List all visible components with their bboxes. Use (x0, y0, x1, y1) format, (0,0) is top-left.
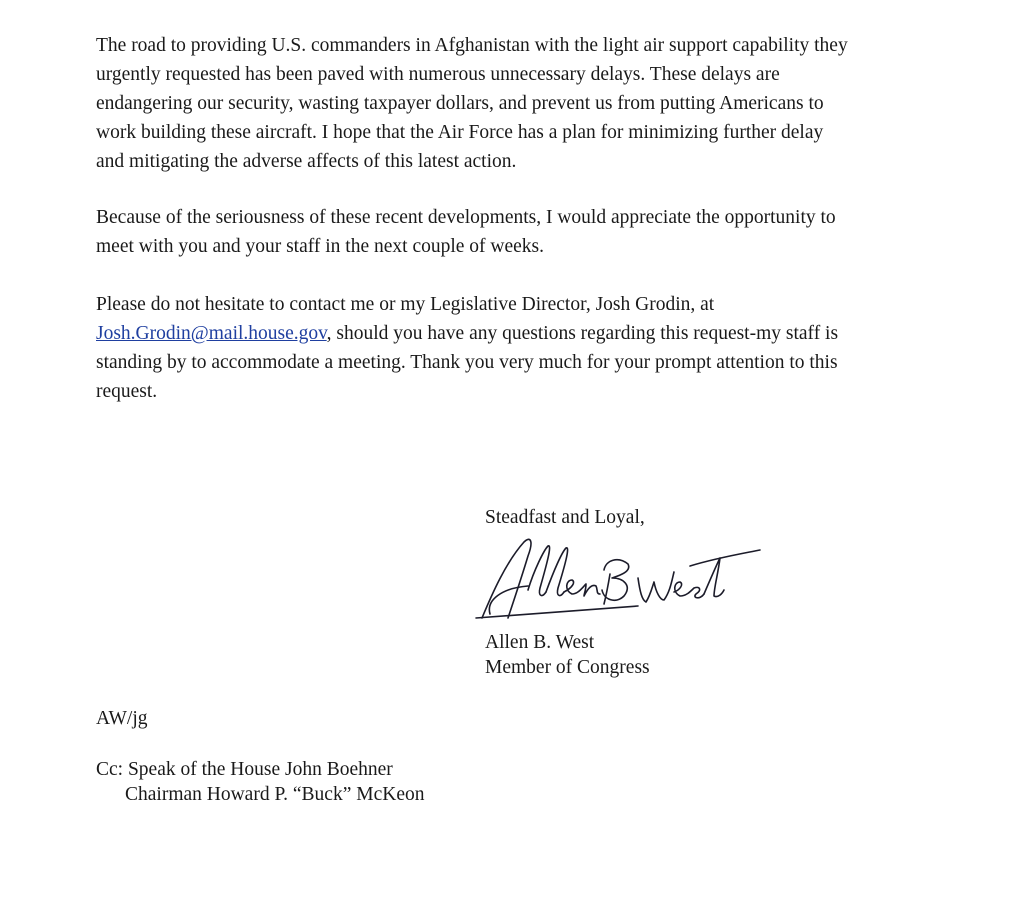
paragraph-line: work building these aircraft. I hope that the Air Force has a plan for minimizing further delay (96, 122, 824, 143)
closing-salutation: Steadfast and Loyal, (485, 507, 645, 528)
email-link[interactable]: Josh.Grodin@mail.house.gov (96, 323, 327, 344)
paragraph-delays (96, 31, 936, 176)
cc-line: Chairman Howard P. “Buck” McKeon (125, 784, 425, 805)
signer-name: Allen B. West (485, 632, 595, 653)
paragraph-line: Please do not hesitate to contact me or my Legislative Director, Josh Grodin, at (96, 294, 715, 315)
paragraph-line: meet with you and your staff in the next couple of weeks. (96, 236, 545, 257)
paragraph-line: standing by to accommodate a meeting. Thank you very much for your prompt attention to this (96, 352, 838, 373)
cc-line: Cc: Speak of the House John Boehner (96, 759, 393, 780)
signer-title: Member of Congress (485, 657, 650, 678)
paragraph-line: Because of the seriousness of these recent developments, I would appreciate the opportunity to (96, 207, 836, 228)
paragraph-line (96, 319, 936, 348)
handwritten-signature (468, 530, 768, 630)
paragraph-line: request. (96, 381, 158, 402)
paragraph-line: urgently requested has been paved with numerous unnecessary delays. These delays are (96, 64, 780, 85)
paragraph-line-text: , should you have any questions regarding this request-my staff is (326, 323, 839, 344)
paragraph-line: and mitigating the adverse affects of this latest action. (96, 151, 517, 172)
paragraph-line: endangering our security, wasting taxpayer dollars, and prevent us from putting Americans to (96, 93, 824, 114)
reference-initials: AW/jg (96, 708, 148, 729)
paragraph-meeting-request (96, 203, 936, 261)
paragraph-contact (96, 290, 936, 406)
paragraph-line: The road to providing U.S. commanders in Afghanistan with the light air support capability they (96, 35, 848, 56)
